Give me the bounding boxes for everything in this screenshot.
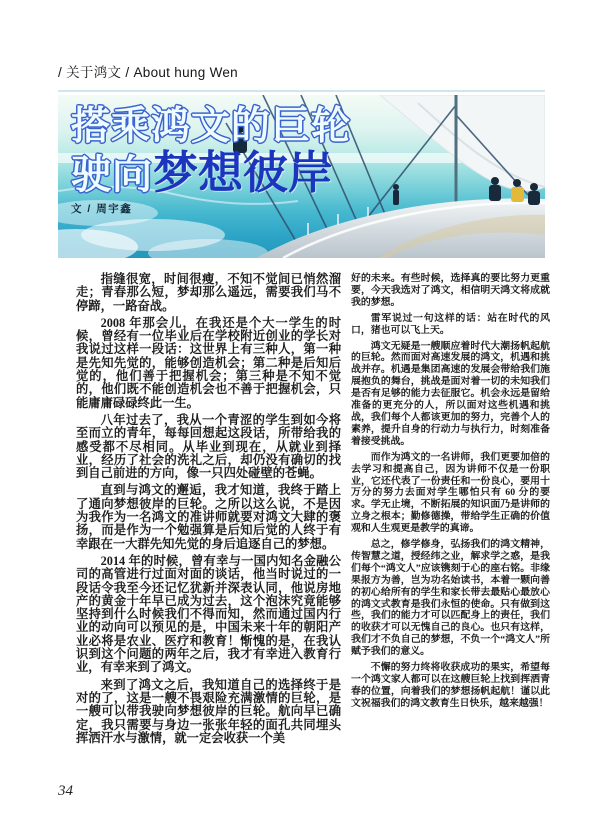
page-number: 34	[58, 783, 73, 799]
paragraph: 八年过去了，我从一个青涩的学生到如今将至而立的青年，每每回想起这段话，所带给我的感受都不尽相同。从毕业到现在，从就业到择业，经历了社会的洗礼之后，却仍没有确切的找到自己前进的方向，像一只四处碰壁的苍蝇。	[76, 412, 341, 481]
article-left-column	[76, 273, 341, 749]
banner-title-line2-emphasis: 梦想彼岸	[153, 147, 334, 198]
paragraph: 总之，修学修身，弘扬我们的鸿文精神，传智慧之道，授经纬之业，解求学之惑，是我们每个“鸿文人”应该镌刻于心的座右铭。非缘果报方为善，岂为功名始读书，本着一颗向善的初心给所有的学生和家长带去最贴心最放心的鸿文式教育是我们永恒的使命。只有做到这些，我们的能力才可以匹配身上的责任，我们的收获才可以无愧自己的良心。也只有这样，我们才不负自己的梦想，不负一个“鸿文人”所赋予我们的意义。	[351, 539, 550, 658]
banner-title-line2-prefix: 驶向	[71, 153, 153, 197]
banner-title-line2	[71, 147, 351, 198]
paragraph: 而作为鸿文的一名讲师，我们更要加倍的去学习和提高自己，因为讲师不仅是一份职业，它还代表了一份责任和一份良心，要用十万分的努力去面对学生哪怕只有 60 分的要求。学无止境，不断拓展的知识面乃是讲师的立身之根本；勤修德操，带给学生正确的价值观和人生观更是教学的真谛。	[351, 451, 550, 535]
header-divider-line	[58, 90, 545, 92]
paragraph: 好的未来。有些时候，选择真的要比努力更重要，今天我选对了鸿文，相信明天鸿文将成就我的梦想。	[351, 273, 550, 308]
paragraph: 来到了鸿文之后，我知道自己的选择终于是对的了，这是一艘不畏艰险充满激情的巨轮，是一艘可以带我驶向梦想彼岸的巨轮。航向早已确定，我只需要与身边一张张年轻的面孔共同埋头挥洒汗水与激情，就一定会收获一个美	[76, 677, 341, 745]
banner-title-line1: 搭乘鸿文的巨轮	[71, 105, 352, 148]
paragraph: 2008 年那会儿，在我还是个大一学生的时候，曾经有一位毕业后在学校附近创业的学长对我说过这样一段话：这世界上有三种人，第一种是先知先觉的，能够创造机会；第二种是后知后觉的，他们善于把握机会；第三种是不知不觉的，他们既不能创造机会也不善于把握机会，只能庸庸碌碌终此一生。	[76, 315, 341, 410]
article-right-column	[351, 273, 550, 749]
banner	[58, 95, 545, 258]
paragraph: 2014 年的时候，曾有幸与一国内知名金融公司的高管进行过面对面的谈话，他当时说过的一段话令我至今还记忆犹新并深表认同，他说房地产的黄金十年早已成为过去，这个泡沫究竟能够坚持到什么时候我们不得而知，然而通过国内行业的动向可以预见的是，中国未来十年的朝阳产业必将是农业、医疗和教育！惭愧的是，在我认识到这个问题的两年之后，我才有幸进入教育行业，有幸来到了鸿文。	[76, 553, 341, 675]
paragraph: 雷军说过一句这样的话：站在时代的风口，猪也可以飞上天。	[351, 312, 550, 336]
paragraph: 直到与鸿文的邂逅，我才知道，我终于踏上了通向梦想彼岸的巨轮。之所以这么说，不是因为我作为一名鸿文的准讲师就要对鸿文大肆的褒扬，而是作为一个勉强算是后知后觉的人终于有幸跟在一大群先知先觉的身后追逐自己的梦想。	[76, 483, 341, 551]
banner-title-block	[71, 107, 351, 215]
section-breadcrumb: / 关于鸿文 / About hung Wen	[58, 65, 238, 80]
paragraph: 指缝很宽，时间很瘦，不知不觉间已悄然溜走；青春那么短，梦却那么遥远，需要我们马不停蹄，一路奋战。	[76, 272, 341, 313]
author-byline: 文 / 周宇鑫	[71, 203, 133, 215]
paragraph: 不懈的努力终将收获成功的果实，希望每一个鸿文家人都可以在这艘巨轮上找到挥洒青春的位置，向着我们的梦想扬帆起航！谨以此文祝福我们的鸿文教育生日快乐，越来越强！	[351, 662, 550, 709]
article-body	[76, 273, 550, 749]
paragraph: 鸿文无疑是一艘顺应着时代大潮扬帆起航的巨轮。然而面对高速发展的鸿文，机遇和挑战并存。机遇是集团高速的发展会带给我们施展抱负的舞台，挑战是面对着一切的未知我们是否有足够的能力去征服它。机会永远是留给准备的更充分的人，所以面对这些机遇和挑战，我们每个人都该更加的努力，完善个人的素养，提升自身的行动力与执行力，时刻准备着接受挑战。	[351, 340, 550, 447]
